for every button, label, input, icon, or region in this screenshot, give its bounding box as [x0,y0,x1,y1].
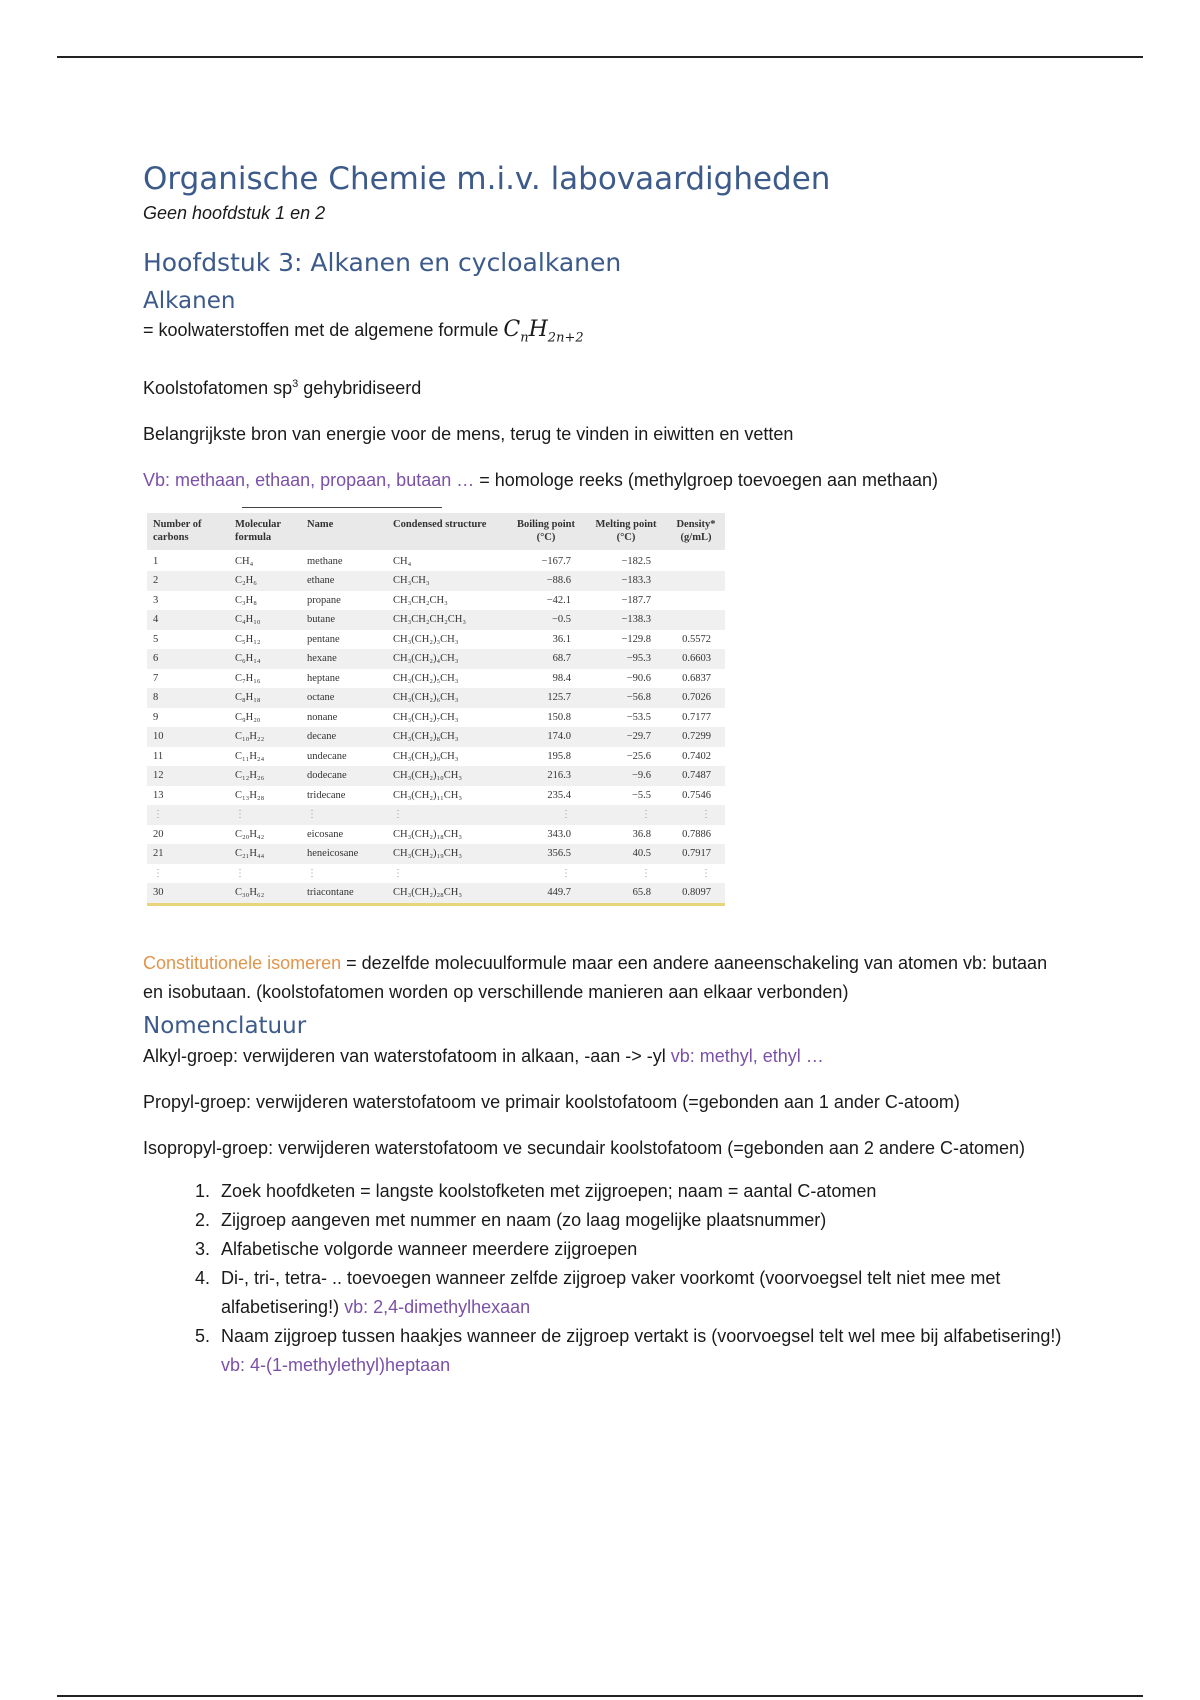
table-cell: CH₄ [393,555,412,567]
table-cell: C₁₃H₂₈ [235,789,265,801]
table-cell: C₂H₆ [229,571,301,591]
table-cell: C₇H₁₆ [235,672,261,684]
table-cell: CH₃(CH₂)₉CH₃ [393,750,459,762]
table-cell: ⋮ [301,805,387,825]
table-cell: 98.4 [552,672,571,684]
table-cell: 2 [147,571,229,591]
table-cell: 0.7299 [665,727,725,747]
rule-example: vb: 2,4-dimethylhexaan [344,1297,531,1318]
table-cell: 5 [153,633,159,645]
header-cell: Density* (g/mL) [665,513,725,551]
table-row [147,551,725,572]
list-item [215,1322,1063,1380]
table-cell: C₂₁H₄₄ [229,844,301,864]
document-title: Organische Chemie m.i.v. labovaardigheden [143,161,831,197]
table-cell: nonane [307,711,338,723]
table-cell: CH₃CH₂CH₃ [393,594,448,606]
table-cell: tridecane [307,789,346,801]
table-cell: heneicosane [301,844,387,864]
table-cell: 36.8 [632,828,651,840]
isopropyl-group-text: Isopropyl-groep: verwijderen waterstofatoom ve secundair koolstofatoom (=gebonden aan 2 andere C-atomen) [143,1138,1025,1159]
table-cell: 0.7487 [665,766,725,786]
table-cell: eicosane [307,828,344,840]
table-cell: 11 [153,750,164,762]
table-cell: −88.6 [505,571,585,591]
table-row [147,688,725,708]
header-cell: Condensed structure [387,513,505,551]
table-row [147,883,725,904]
table-cell: heptane [307,672,340,684]
header-rule [57,56,1143,58]
list-item [215,1177,1063,1206]
table-cell: 0.7886 [682,828,711,840]
list-item [215,1264,1063,1322]
table-cell: 0.6837 [682,672,711,684]
table-cell: C₈H₁₈ [229,688,301,708]
alkyl-example: vb: methyl, ethyl … [670,1046,824,1067]
table-row [147,727,725,747]
table-cell: hexane [301,649,387,669]
table-cell: −167.7 [541,555,571,567]
header-cell: Melting point (°C) [585,513,665,551]
table-cell: −182.5 [621,555,651,567]
table-row [147,766,725,786]
table-cell: ⋮ [229,805,301,825]
table-cell: ethane [301,571,387,591]
table-cell: C₃H₈ [235,594,257,606]
table-cell: CH₃(CH₂)₄CH₃ [387,649,505,669]
rule-text: Di-, tri-, tetra- .. toevoegen wanneer zelfde zijgroep vaker voorkomt (voorvoegsel telt niet mee met alfabetisering!) [221,1268,1001,1318]
document-body [143,160,1063,1380]
table-cell: −53.5 [626,711,651,723]
definition-text: = koolwaterstoffen met de algemene formule [143,320,499,341]
general-formula [503,317,584,346]
table-cell [665,551,725,572]
table-cell: C₄H₁₀ [229,610,301,630]
sp3-text: Koolstofatomen sp [143,377,293,398]
energy-source-text: Belangrijkste bron van energie voor de mens, terug te vinden in eiwitten en vetten [143,423,794,444]
table-cell: 65.8 [585,883,665,904]
formula-h: H [528,317,548,343]
sp3-hybridization [143,370,1063,403]
table-cell: C₁₂H₂₆ [229,766,301,786]
table-cell: CH₃(CH₂)₁₁CH₃ [393,789,463,801]
table-cell: decane [301,727,387,747]
sp3-superscript: 3 [292,377,299,390]
table-cell: 125.7 [505,688,585,708]
table-cell: ⋮ [387,805,505,825]
table-cell: −129.8 [621,633,651,645]
naming-rules-list [143,1177,1063,1380]
table-cell: 0.6603 [665,649,725,669]
table-cell: CH₃(CH₂)₁₀CH₃ [387,766,505,786]
table-cell: ⋮ [701,867,711,879]
table-row [147,864,725,884]
table-cell: CH₃(CH₂)₁₉CH₃ [387,844,505,864]
chapter-heading: Hoofdstuk 3: Alkanen en cycloalkanen [143,247,622,277]
table-cell: ⋮ [307,867,317,879]
table-cell: ⋮ [585,805,665,825]
table-cell: octane [301,688,387,708]
table-cell: −187.7 [621,594,651,606]
table-cell: 40.5 [585,844,665,864]
rule-text: Zoek hoofdketen = langste koolstofketen met zijgroepen; naam = aantal C-atomen [221,1181,877,1202]
table-cell: −42.1 [546,594,571,606]
document-subtitle: Geen hoofdstuk 1 en 2 [143,202,326,223]
table-cell: 449.7 [505,883,585,904]
table-cell: CH₃(CH₂)₁₈CH₃ [393,828,463,840]
table-row [147,786,725,806]
table-cell [665,591,725,611]
table-row [147,669,725,689]
table-cell: C₅H₁₂ [235,633,261,645]
header-cell: Molecular formula [229,513,301,551]
table-cell: −0.5 [505,610,585,630]
table-row [147,844,725,864]
table-cell: butane [301,610,387,630]
rule-example: vb: 4-(1-methylethyl)heptaan [221,1355,451,1376]
header-cell: Number of carbons [147,513,229,551]
table-cell: dodecane [301,766,387,786]
table-cell: pentane [307,633,340,645]
table-cell: 235.4 [547,789,571,801]
table-cell: 68.7 [505,649,585,669]
table-cell: 0.7546 [682,789,711,801]
alkane-table [147,513,725,906]
alkyl-text: Alkyl-groep: verwijderen van waterstofatoom in alkaan, -aan -> -yl [143,1046,671,1067]
formula-c: C [503,317,521,343]
table-row [147,805,725,825]
table-cell: −56.8 [585,688,665,708]
table-cell: ⋮ [641,867,651,879]
header-cell: Boiling point (°C) [505,513,585,551]
isomers-term: Constitutionele isomeren [143,952,342,973]
table-row [147,708,725,728]
table-cell: −9.6 [585,766,665,786]
table-cell: C₁₀H₂₂ [229,727,301,747]
table-cell: 195.8 [547,750,571,762]
homologous-series [143,466,1063,495]
table-cell: ⋮ [393,867,403,879]
table-cell: ⋮ [505,805,585,825]
table-cell: CH₃(CH₂)₇CH₃ [393,711,459,723]
table-cell: propane [307,594,341,606]
sp3-text-end: gehybridiseerd [298,377,422,398]
table-cell: 30 [147,883,229,904]
table-row [147,630,725,650]
table-cell: −90.6 [626,672,651,684]
table-cell: CH₃(CH₂)₈CH₃ [387,727,505,747]
table-cell [665,610,725,630]
isomers-paragraph [143,949,1063,1007]
table-cell: undecane [307,750,347,762]
footer-rule [57,1695,1143,1697]
table-cell: CH₃CH₂CH₂CH₃ [387,610,505,630]
table-row [147,747,725,767]
table-cell: 0.7402 [682,750,711,762]
table-cell: 150.8 [547,711,571,723]
table-cell: −5.5 [631,789,651,801]
list-item [215,1235,1063,1264]
table-cell: CH₃(CH₂)₂₈CH₃ [387,883,505,904]
table-cell: 21 [147,844,229,864]
table-row [147,591,725,611]
examples-highlight: Vb: methaan, ethaan, propaan, butaan … [143,469,475,490]
formula-subscript: 2n+2 [547,330,584,346]
list-item [215,1206,1063,1235]
table-cell: 1 [153,555,159,567]
table-cell: 8 [147,688,229,708]
table-cell: CH₃CH₃ [387,571,505,591]
table-cell: CH₃(CH₂)₅CH₃ [393,672,459,684]
table-cell: 12 [147,766,229,786]
table-cell: CH₄ [235,555,254,567]
table-cell: 36.1 [552,633,571,645]
alkane-definition [143,315,1063,352]
table-cell: 20 [153,828,164,840]
table-cell: C₉H₂₀ [235,711,261,723]
table-cell: C₃₀H₆₂ [229,883,301,904]
table-cell: CH₃(CH₂)₆CH₃ [387,688,505,708]
table-cell: −25.6 [626,750,651,762]
rule-text: Naam zijgroep tussen haakjes wanneer de zijgroep vertakt is (voorvoegsel telt wel mee bij alfabetisering!) [221,1326,1062,1347]
section-heading-alkanen: Alkanen [143,287,236,314]
table-cell: 174.0 [505,727,585,747]
alkyl-group-text [143,1042,1063,1071]
table-cell: −183.3 [585,571,665,591]
table-cell: 216.3 [505,766,585,786]
table-cell: 0.8097 [665,883,725,904]
section-heading-nomenclatuur: Nomenclatuur [143,1012,307,1039]
table-row [147,610,725,630]
table-cell: C₂₀H₄₂ [235,828,265,840]
examples-text: = homologe reeks (methylgroep toevoegen aan methaan) [474,469,939,490]
table-cell: ⋮ [153,867,163,879]
table-cell: ⋮ [561,867,571,879]
table-cell: 7 [153,672,159,684]
table-cell: 9 [153,711,159,723]
table-header-row [147,513,725,551]
table-cell: 343.0 [547,828,571,840]
table-cell: 10 [147,727,229,747]
table-cell: CH₃(CH₂)₃CH₃ [393,633,459,645]
table-cell: 3 [153,594,159,606]
table-cell: 0.7026 [665,688,725,708]
table-cell: −29.7 [585,727,665,747]
table-cell: ⋮ [235,867,245,879]
table-cell: C₁₁H₂₄ [235,750,265,762]
table-cell: 6 [147,649,229,669]
table-cell: 0.5572 [682,633,711,645]
table-row [147,571,725,591]
formula-n: n [520,330,529,346]
table-cell: ⋮ [147,805,229,825]
rule-text: Zijgroep aangeven met nummer en naam (zo laag mogelijke plaatsnummer) [221,1210,827,1231]
table-cell: triacontane [301,883,387,904]
table-top-line [242,507,442,508]
table-cell: 0.7177 [682,711,711,723]
rule-text: Alfabetische volgorde wanneer meerdere zijgroepen [221,1239,638,1260]
table-cell [665,571,725,591]
table-cell: −138.3 [585,610,665,630]
table-cell: 4 [147,610,229,630]
propyl-group-text: Propyl-groep: verwijderen waterstofatoom ve primair koolstofatoom (=gebonden aan 1 ander C-atoom) [143,1092,960,1113]
alkane-table-figure [147,513,725,906]
header-cell: Name [301,513,387,551]
table-cell: −95.3 [585,649,665,669]
table-cell: 356.5 [505,844,585,864]
table-cell: 13 [153,789,164,801]
table-cell: C₆H₁₄ [229,649,301,669]
table-cell: 0.7917 [665,844,725,864]
table-row [147,649,725,669]
table-cell: ⋮ [665,805,725,825]
isomers-text: = dezelfde molecuulformule maar een andere aaneenschakeling van atomen vb: butaan en isobutaan. (koolstofatomen worden op verschillende manieren aan elkaar verbonden) [143,952,1048,1002]
table-cell: methane [307,555,343,567]
table-row [147,825,725,845]
